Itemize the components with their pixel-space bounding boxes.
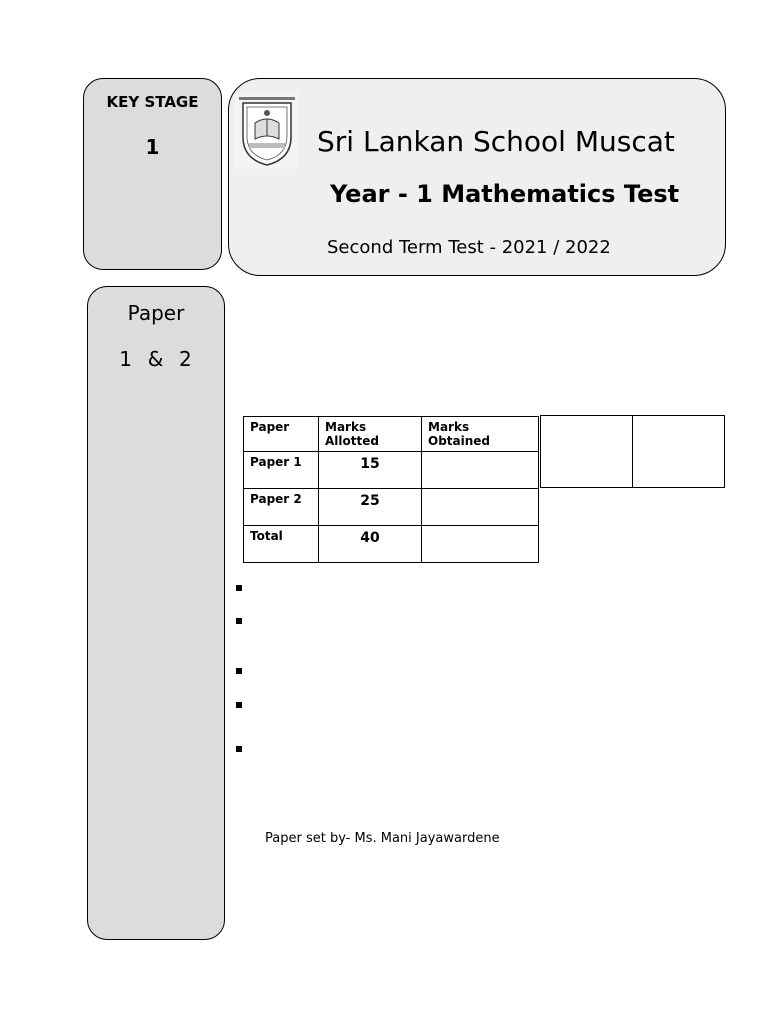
row-marks-allotted: 15 [319, 452, 422, 489]
row-marks-obtained[interactable] [422, 526, 539, 563]
row-paper-label: Paper 1 [244, 452, 319, 489]
paper-credit: Paper set by- Ms. Mani Jayawardene [265, 831, 500, 846]
key-stage-label: KEY STAGE [106, 93, 199, 111]
row-paper-label: Paper 2 [244, 489, 319, 526]
row-marks-allotted: 40 [319, 526, 422, 563]
table-row [244, 526, 539, 563]
bullet-icon [236, 702, 242, 708]
marks-table [243, 416, 539, 563]
key-stage-number: 1 [145, 135, 160, 159]
row-paper-label: Total [244, 526, 319, 563]
row-marks-obtained[interactable] [422, 489, 539, 526]
paper-panel [87, 286, 225, 940]
term-label: Second Term Test - 2021 / 2022 [327, 237, 611, 258]
bullet-icon [236, 668, 242, 674]
paper-numbers: 1 & 2 [119, 347, 193, 371]
bullet-icon [236, 618, 242, 624]
header-paper: Paper [244, 417, 319, 452]
school-crest-icon [235, 93, 299, 169]
test-title: Year - 1 Mathematics Test [330, 180, 680, 208]
header-marks-allotted: Marks Allotted [319, 417, 422, 452]
info-box-right[interactable] [633, 416, 725, 488]
bullet-icon [236, 746, 242, 752]
student-info-boxes [540, 415, 725, 488]
key-stage-panel [83, 78, 222, 270]
info-box-left[interactable] [541, 416, 633, 488]
header-panel [228, 78, 726, 276]
row-marks-obtained[interactable] [422, 452, 539, 489]
table-row [244, 489, 539, 526]
row-marks-allotted: 25 [319, 489, 422, 526]
school-name: Sri Lankan School Muscat [317, 125, 675, 158]
paper-label: Paper [127, 301, 185, 325]
header-marks-obtained: Marks Obtained [422, 417, 539, 452]
bullet-icon [236, 585, 242, 591]
table-header-row [244, 417, 539, 452]
table-row [244, 452, 539, 489]
